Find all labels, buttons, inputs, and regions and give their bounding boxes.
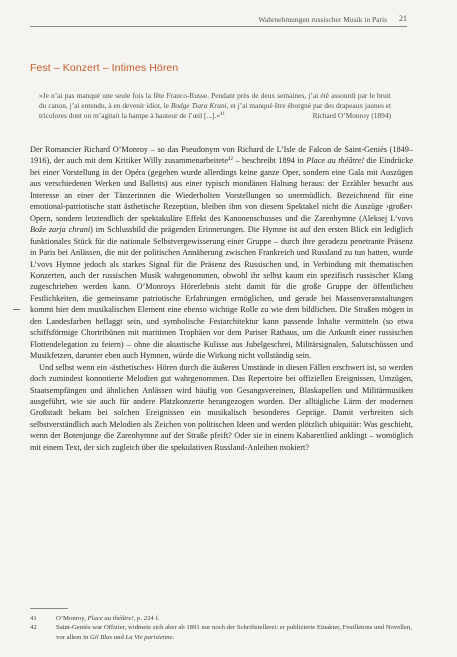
footnote-number: 42 xyxy=(30,624,37,632)
margin-mark xyxy=(13,309,20,310)
footnote-text: . xyxy=(172,633,175,641)
footnote-ref-42[interactable]: 42 xyxy=(228,157,233,163)
footnotes xyxy=(30,614,413,642)
footnote-italic: La Vie parisienne xyxy=(125,633,173,641)
italic-title: Bože zarja chrani xyxy=(30,225,91,235)
paragraph-1 xyxy=(30,144,413,362)
footnote-rule xyxy=(30,608,68,609)
quote-source: Richard O’Monroy (1894) xyxy=(312,111,391,121)
running-title: Wahrnehmungen russischer Musik in Paris xyxy=(258,15,387,24)
footnote-ref-41[interactable]: 41 xyxy=(220,112,226,118)
footnote-42 xyxy=(30,623,413,642)
footnote-text: und xyxy=(112,633,126,641)
quote-text: »Je n’ai pas manqué une seule fois la fête Franco-Russe. Pendant près de deux semaines, j’ai été assourdi par le bruit du canon, j’ai entendu, à en devenir idiot, le xyxy=(39,91,391,111)
paragraph-text: ) im Schlussbild die prägenden Erinnerungen. Die Hymne ist auf den ersten Blick ein lediglich funktionales Stück für die nationale Selbstvergewisserung einer Gruppe – durch ihre geradezu penetrante Präsenz in Paris bei Anlässen, die mit der politischen Annäherung zwischen Frankreich und Russland zu tun hatten, wurde L’vovs Hymne jedoch als starkes Signal für die Präsenz des Russischen und, in Verbindung mit thematischen Konzerten, auch der russischen Musik wahrgenommen, obwohl ihr selbst kaum ein spezifisch russischer Klang zugeschrieben werden kann. O’Monroys Hörerlebnis steht damit für die große Gruppe der öffentlichen Festlichkeiten, die gemeinsame patriotische Erfahrungen ermöglichen, und gerade bei Massenveranstaltungen kommt hier dem musikalischen Element eine ebenso wichtige Rolle zu wie dem bildlichen. Die Straßen mögen in den Landesfarben beflaggt sein, und symbolische Festarchitektur kann passende Inhalte vermitteln (so etwa schiffsförmige Chortribünen mit maritimen Trophäen vor dem Pariser Rathaus, um die Ankunft einer russischen Flottendelegation zu feiern) – ohne die akustische Kulisse aus Jubelgeschrei, Militärsignalen, Salutschüssen und Musikfetzen, darunter eben auch Hymnen, würde die Wirkung nicht vollständig sein. xyxy=(30,225,413,361)
section-title: Fest – Konzert – Intimes Hören xyxy=(30,62,179,74)
footnote-number: 41 xyxy=(30,615,37,622)
footnote-text: , p. 224 f. xyxy=(133,615,160,622)
paragraph-text: Der Romancier Richard O’Monroy – so das Pseudonym von Richard de L’Isle de Falcon de Saint-Geniès (1849–1916), der auch mit dem Kritiker Willy zusammenarbeitete xyxy=(30,145,413,166)
footnote-italic: Gil Blas xyxy=(90,633,113,641)
footnote-italic: Place au théâtre! xyxy=(87,615,134,622)
quote-text-cont: , et j’ai manqué être éborgné par des drapeaux jaunes et tricolores dont on m’agitait la hampe à hauteur de l’œil [...].« xyxy=(39,101,392,121)
running-header xyxy=(30,14,407,27)
body-text xyxy=(30,144,413,453)
page-number: 21 xyxy=(399,14,407,23)
epigraph-quote xyxy=(39,91,391,122)
paragraph-text: – beschreibt 1894 in xyxy=(233,156,307,166)
paragraph-2: Und selbst wenn ein ›ästhetisches‹ Hören durch die äußeren Umstände in diesen Fällen erschwert ist, so werden doch zumindest konnotierte Melodien gut wahrgenommen. Das Repertoire bei offiziellen Ereignissen, Umzügen, Staatsempfängen und ähnlichen Anlässen wird häufig von Gesangsvereinen, Blaskapellen und Militärmusiken ausgeführt, wie sie auch für andere Platzkonzerte herangezogen wurden. Der alltägliche Lärm der modernen Großstadt bekam bei solchen Ereignissen ein musikalisch besonderes Gepräge. Damit verbreiten sich selbstverständlich auch Melodien als Zeichen von politischen Ideen und werden plötzlich ubiquitär: Was geschieht, wenn der Botenjunge die Zarenhymne auf der Straße pfeift? Oder sie in einem Kabarettlied anklingt – womöglich mit einem Text, der sich zugleich über die spekulativen Russland-Anleihen mokiert? xyxy=(30,362,413,452)
footnote-41 xyxy=(30,614,413,623)
quote-italic: Bodge Tiara Krani xyxy=(170,101,227,111)
footnote-text: Saint-Geniès war Offizier, widmete sich aber ab 1891 nur noch der Schriftstellerei: er publizierte Einakter, Feuilletons und Novellen, vor allem in xyxy=(56,624,412,641)
paragraph-text: die Eindrücke bei einer Vorstellung in der Opéra (gegeben wurde allerdings keine ganze Oper, sondern eine Gala mit Auszügen aus verschiedenen Werken und Balletts) aus einer typisch mondänen Haltung heraus: der Erzähler besucht aus Interesse an einer der Tänzerinnen die Wiederholten Vorstellungen so unermüdlich. Bezeichnend für eine emotional-patriotische statt ästhetische Rezeption, bleiben ihm von diesem Spektakel nicht die Auszüge ›großer‹ Opern, sondern letztendlich der spektakuläre Effekt des Kanonenschusses und die Zarenhymne (Aleksej L’vovs xyxy=(30,156,413,223)
footnote-text: O’Monroy, xyxy=(56,615,88,622)
italic-title: Place au théâtre! xyxy=(306,156,365,166)
